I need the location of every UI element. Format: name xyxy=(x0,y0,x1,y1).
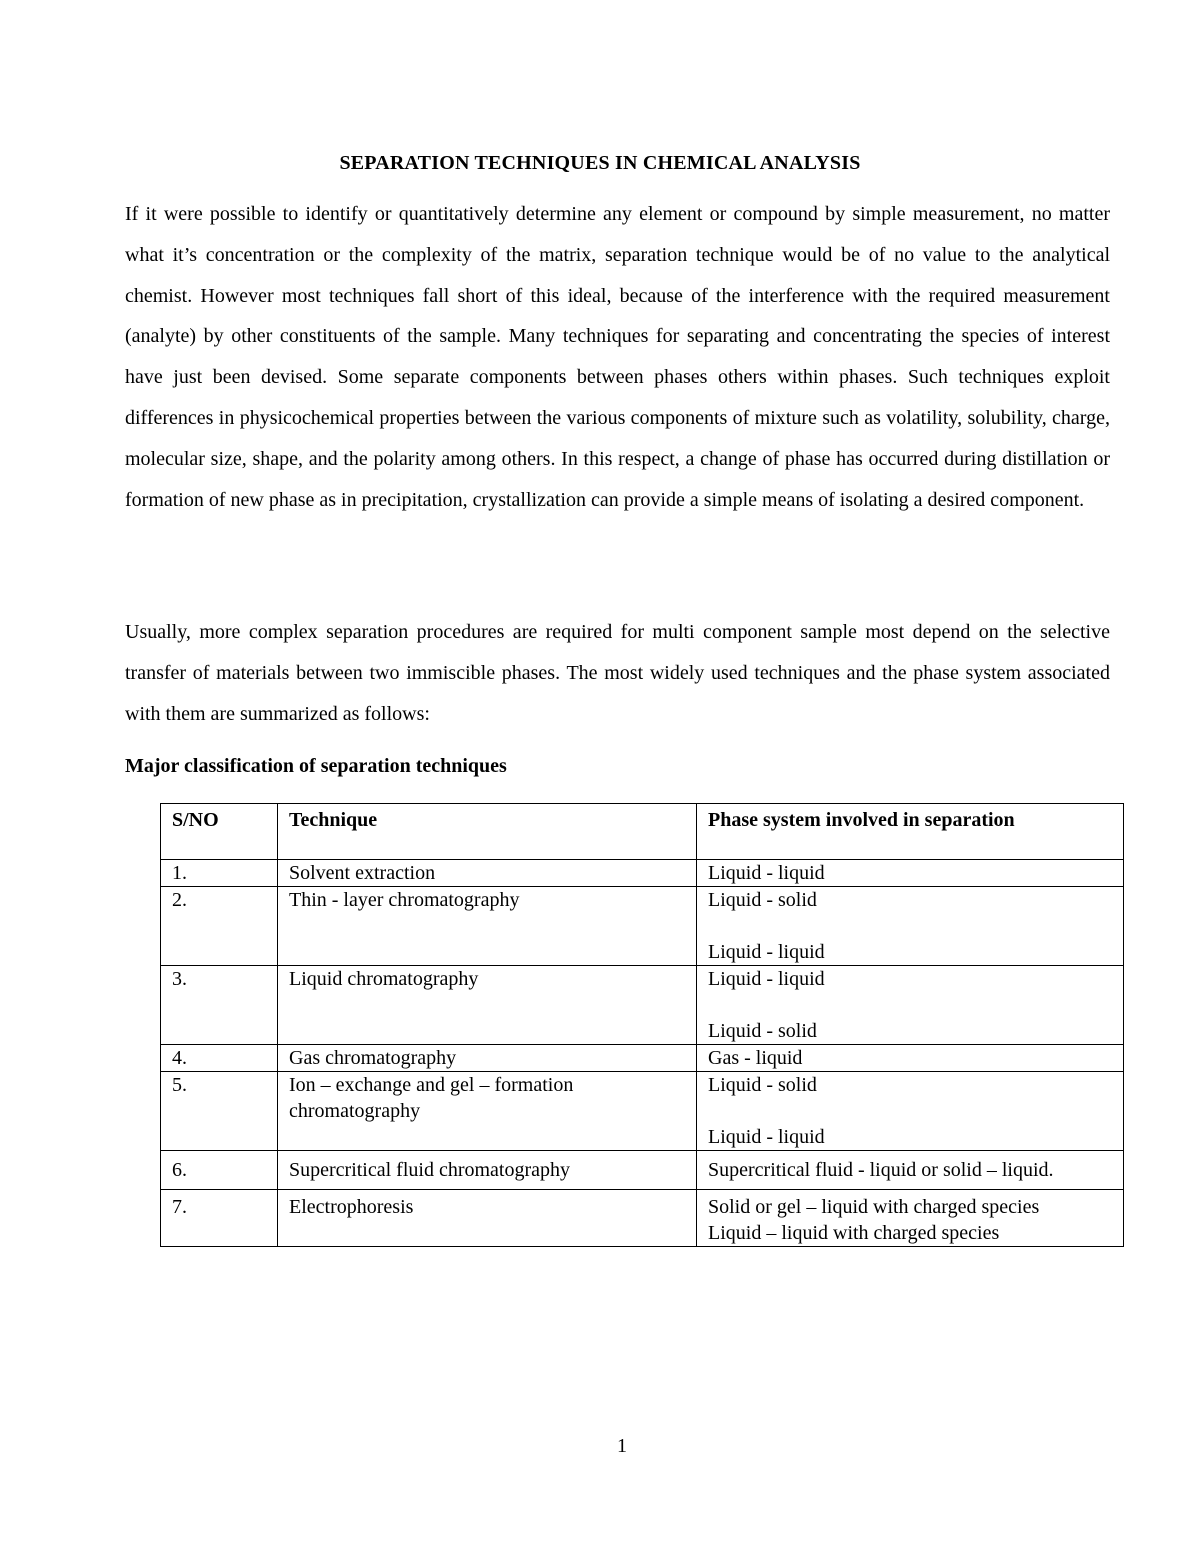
phase-line: Gas - liquid xyxy=(708,1047,803,1069)
phase-line: Solid or gel – liquid with charged species xyxy=(708,1196,1040,1218)
row-sno: 1. xyxy=(161,860,278,887)
table-row xyxy=(161,1190,1124,1247)
row-sno: 2. xyxy=(161,887,278,966)
table-row xyxy=(161,1151,1124,1190)
table-row xyxy=(161,966,1124,1045)
page-number: 1 xyxy=(617,1435,627,1457)
intro-paragraph: If it were possible to identify or quantitatively determine any element or compound by simple measurement, no matter what it’s concentration or the complexity of the matrix, separation technique would be of no value to the analytical chemist. However most techniques fall short of this ideal, because of the interference with the required measurement (analyte) by other constituents of the sample. Many techniques for separating and concentrating the species of interest have just been devised. Some separate components between phases others within phases. Such techniques exploit differences in physicochemical properties between the various components of mixture such as volatility, solubility, charge, molecular size, shape, and the polarity among others. In this respect, a change of phase has occurred during distillation or formation of new phase as in precipitation, crystallization can provide a simple means of isolating a desired component. xyxy=(125,203,1110,511)
header-phase-system: Phase system involved in separation xyxy=(697,804,1124,860)
row-technique: Solvent extraction xyxy=(278,860,697,887)
row-technique: Electrophoresis xyxy=(278,1190,697,1247)
phase-line: Liquid - liquid xyxy=(708,1126,825,1148)
row-sno: 4. xyxy=(161,1045,278,1072)
phase-line: Liquid - solid xyxy=(708,889,817,911)
phase-line: Liquid - liquid xyxy=(708,941,825,963)
page-title: SEPARATION TECHNIQUES IN CHEMICAL ANALYSIS xyxy=(339,152,861,174)
table-header-row xyxy=(161,804,1124,860)
row-sno: 7. xyxy=(161,1190,278,1247)
row-sno: 5. xyxy=(161,1072,278,1151)
section-heading: Major classification of separation techniques xyxy=(125,755,507,777)
row-technique: Supercritical fluid chromatography xyxy=(278,1151,697,1190)
phase-line: Liquid - liquid xyxy=(708,968,825,990)
row-technique: Ion – exchange and gel – formation chromatography xyxy=(278,1072,697,1151)
summary-paragraph: Usually, more complex separation procedures are required for multi component sample most depend on the selective transfer of materials between two immiscible phases. The most widely used techniques and the phase system associated with them are summarized as follows: xyxy=(125,621,1110,725)
row-technique: Gas chromatography xyxy=(278,1045,697,1072)
table-row xyxy=(161,1072,1124,1151)
row-sno: 6. xyxy=(161,1151,278,1190)
row-sno: 3. xyxy=(161,966,278,1045)
row-phases xyxy=(697,860,1124,887)
table-row xyxy=(161,1045,1124,1072)
table-row xyxy=(161,860,1124,887)
header-technique: Technique xyxy=(278,804,697,860)
phase-line: Liquid – liquid with charged species xyxy=(708,1222,1000,1244)
phase-line: Supercritical fluid - liquid or solid – liquid. xyxy=(708,1159,1054,1181)
row-phases xyxy=(697,887,1124,966)
phase-line: Liquid - liquid xyxy=(708,862,825,884)
table-row xyxy=(161,887,1124,966)
classification-table xyxy=(160,803,1124,1247)
row-technique: Thin - layer chromatography xyxy=(278,887,697,966)
row-phases xyxy=(697,1045,1124,1072)
row-phases xyxy=(697,966,1124,1045)
row-technique: Liquid chromatography xyxy=(278,966,697,1045)
row-phases xyxy=(697,1190,1124,1247)
header-sno: S/NO xyxy=(161,804,278,860)
phase-line: Liquid - solid xyxy=(708,1074,817,1096)
row-phases xyxy=(697,1151,1124,1190)
phase-line: Liquid - solid xyxy=(708,1020,817,1042)
row-phases xyxy=(697,1072,1124,1151)
